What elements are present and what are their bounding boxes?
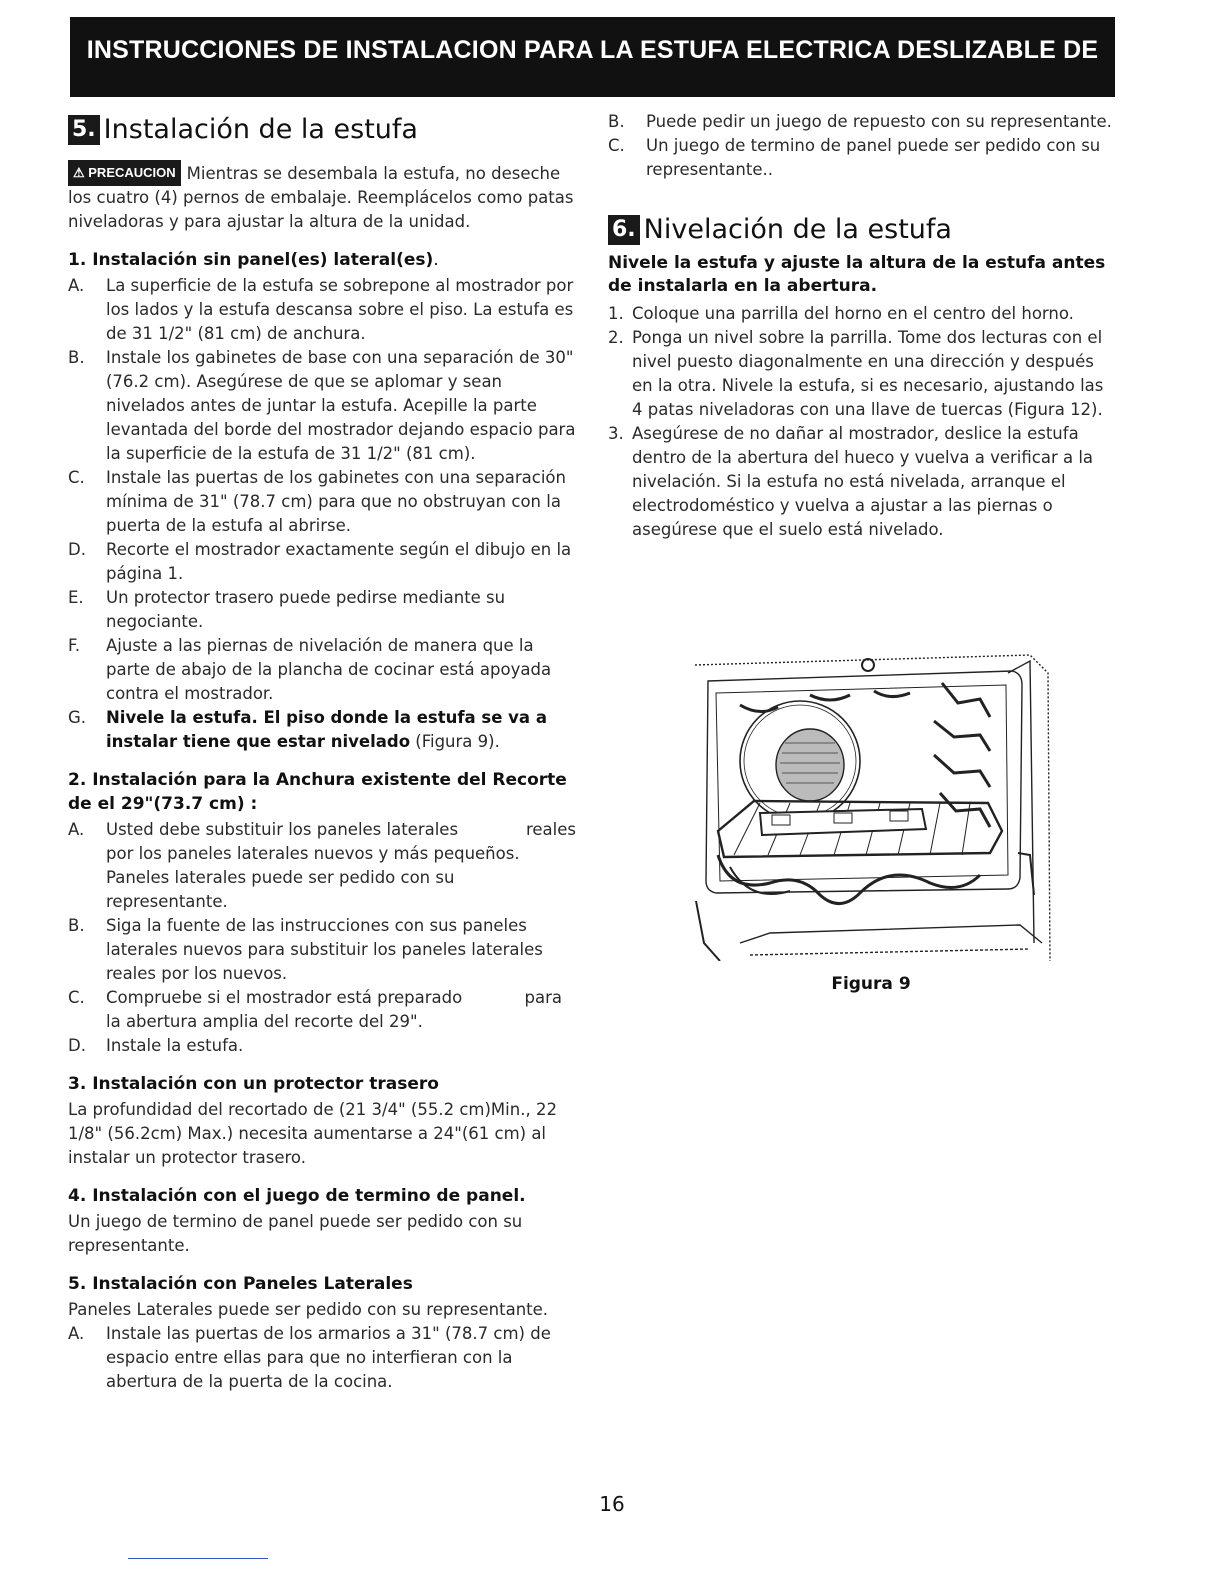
footer-rule (128, 1558, 268, 1559)
sub5-list (68, 1322, 576, 1394)
list-item: F. Ajuste a las piernas de nivelación de manera que la parte de abajo de la plancha de cocinar está apoyada contra el mostrador. (68, 636, 552, 703)
list-item: C. para Compruebe si el mostrador está preparado la abertura amplia del recorte del 29". (68, 988, 562, 1031)
section-6-title: Nivelación de la estufa (643, 214, 952, 245)
list-item: A. La superficie de la estufa se sobrepone al mostrador por los lados y la estufa descansa sobre el piso. La estufa es de 31 1/2" (81 cm) de anchura. (68, 276, 574, 343)
list-item: G. Nivele la estufa. El piso donde la estufa se va a instalar tiene que estar nivelado (Figura 9). (68, 708, 547, 751)
sub1-list (68, 274, 576, 754)
warning-text: Mientras se desembala la estufa, no deseche los cuatro (4) pernos de embalaje. Reemplácelos como patas niveladoras y para ajustar la altura de la unidad. (68, 164, 574, 231)
list-item: D. Recorte el mostrador exactamente según el dibujo en la página 1. (68, 540, 572, 583)
list-item: A. Instale las puertas de los armarios a 31" (78.7 cm) de espacio entre ellas para que no interfieran con la abertura de la puerta de la cocina. (68, 1324, 551, 1391)
section-6-lead: Nivele la estufa y ajuste la altura de la estufa antes de instalarla en la abertura. (608, 253, 1106, 296)
sub5-text: Paneles Laterales puede ser pedido con su representante. (68, 1300, 549, 1319)
list-item: B. Puede pedir un juego de repuesto con su representante. (608, 112, 1112, 131)
list-item: C. Instale las puertas de los gabinetes con una separación mínima de 31" (78.7 cm) para que no obstruyan con la puerta de la estufa al abrirse. (68, 468, 566, 535)
sub1-heading: 1. Instalación sin panel(es) lateral(es). (68, 250, 439, 270)
page-number: 16 (599, 1492, 625, 1516)
list-item: D. Instale la estufa. (68, 1036, 244, 1055)
left-column (68, 110, 576, 1394)
sub2-list (68, 818, 576, 1058)
sub4-heading: 4. Instalación con el juego de termino de panel. (68, 1186, 526, 1206)
list-item: 3. Asegúrese de no dañar al mostrador, deslice la estufa dentro de la abertura del hueco y vuelva a verificar a la nivelación. Si la estufa no está nivelada, arranque el electrodoméstico y vuelva a ajustar a las piernas o asegúrese que el suelo está nivelado. (608, 424, 1094, 539)
list-item: B. Instale los gabinetes de base con una separación de 30" (76.2 cm). Asegúrese de que se aplomar y sean nivelados antes de juntar la estufa. Acepille la parte levantada del borde del mostrador dejando espacio para la superficie de la estufa de 31 1/2" (81 cm). (68, 348, 576, 463)
list-item: A. reales Usted debe substituir los paneles laterales por los paneles laterales nuevos y más pequeños. Paneles laterales puede ser pedido con su representante. (68, 820, 576, 911)
section-5-number: 5. (68, 115, 100, 145)
warning-badge: ⚠ PRECAUCION (68, 160, 181, 186)
continued-list (608, 110, 1113, 182)
sub3-text: La profundidad del recortado de (21 3/4" (55.2 cm)Min., 22 1/8" (56.2cm) Max.) necesita aumentarse a 24"(61 cm) al instalar un protector trasero. (68, 1100, 557, 1167)
sub2-heading: 2. Instalación para la Anchura existente del Recorte de el 29"(73.7 cm) : (68, 770, 567, 814)
right-column (608, 110, 1113, 542)
section-5-heading (68, 110, 576, 150)
sub3-heading: 3. Instalación con un protector trasero (68, 1074, 439, 1094)
oven-level-illustration (690, 643, 1052, 961)
section-5-title: Instalación de la estufa (103, 114, 418, 145)
section-6-heading (608, 210, 1113, 250)
banner-title: INSTRUCCIONES DE INSTALACION PARA LA ESTUFA ELECTRICA DESLIZABLE DE 30" (86, 36, 1099, 130)
warning-paragraph (68, 160, 576, 234)
list-item: E. Un protector trasero puede pedirse mediante su negociante. (68, 588, 506, 631)
section-6-number: 6. (608, 215, 640, 245)
list-item: B. Siga la fuente de las instrucciones con sus paneles laterales nuevos para substituir los paneles laterales reales por los nuevos. (68, 916, 543, 983)
sub4-text: Un juego de termino de panel puede ser pedido con su representante. (68, 1212, 523, 1255)
section-6-steps (608, 302, 1113, 542)
list-item: 1. Coloque una parrilla del horno en el centro del horno. (608, 304, 1074, 323)
sub5-heading: 5. Instalación con Paneles Laterales (68, 1274, 413, 1294)
figure-caption: Figura 9 (831, 974, 911, 994)
list-item: 2. Ponga un nivel sobre la parrilla. Tome dos lecturas con el nivel puesto diagonalmente en una dirección y después en la otra. Nivele la estufa, si es necesario, ajustando las 4 patas niveladoras con una llave de tuercas (Figura 12). (608, 328, 1104, 419)
list-item: C. Un juego de termino de panel puede ser pedido con su representante.. (608, 136, 1101, 179)
